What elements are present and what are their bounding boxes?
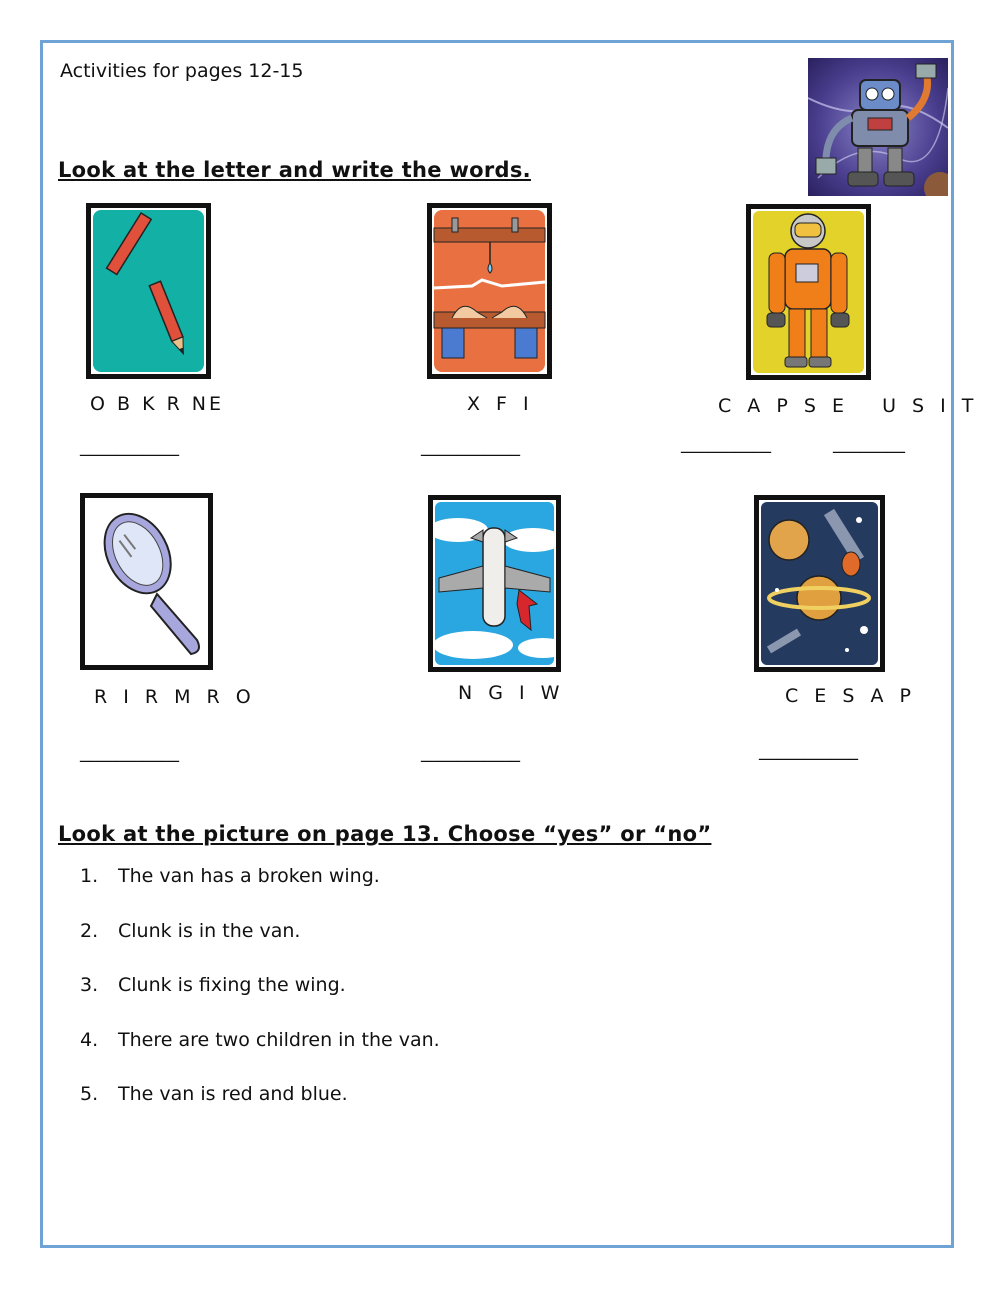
- answer-line[interactable]: __________: [681, 433, 771, 454]
- question-item[interactable]: [80, 920, 440, 975]
- question-text: The van has a broken wing.: [118, 865, 380, 887]
- broken-pencil-card: [86, 203, 211, 379]
- question-item[interactable]: [80, 974, 440, 1029]
- question-text: There are two children in the van.: [118, 1028, 440, 1051]
- answer-line[interactable]: ________: [833, 433, 905, 454]
- airplane-card: [428, 495, 561, 672]
- section2-heading: Look at the picture on page 13. Choose “yes” or “no”: [58, 822, 712, 846]
- question-text: Clunk is in the van.: [118, 919, 301, 942]
- question-number: 4.: [80, 1028, 99, 1051]
- answer-line[interactable]: ___________: [421, 436, 520, 457]
- page-header: Activities for pages 12-15: [60, 60, 304, 82]
- scrambled-letters: O B K R NE: [90, 393, 225, 415]
- question-text: Clunk is fixing the wing.: [118, 974, 346, 996]
- answer-line[interactable]: ___________: [421, 742, 520, 763]
- question-list: [80, 865, 440, 1138]
- answer-line[interactable]: ___________: [759, 740, 858, 761]
- answer-line[interactable]: ___________: [80, 436, 179, 457]
- airplane-icon: [433, 500, 556, 667]
- section1-heading: Look at the letter and write the words.: [58, 158, 531, 182]
- robot-icon: [808, 58, 948, 196]
- scrambled-letters: X F I: [467, 393, 534, 415]
- space-planets-icon: [759, 500, 880, 667]
- scrambled-letters: R I R M R O: [94, 686, 256, 708]
- question-text: The van is red and blue.: [118, 1083, 348, 1105]
- scrambled-letters: C A P S E U S I T: [718, 395, 979, 417]
- pipe-fixing-icon: [432, 208, 547, 374]
- question-item[interactable]: [80, 1083, 440, 1138]
- pipe-fixing-card: [427, 203, 552, 379]
- broken-pencil-icon: [91, 208, 206, 374]
- answer-line[interactable]: ___________: [80, 742, 179, 763]
- hand-mirror-icon: [85, 498, 208, 665]
- scrambled-letters: N G I W: [458, 682, 565, 704]
- question-number: 3.: [80, 974, 99, 996]
- question-item[interactable]: [80, 865, 440, 920]
- astronaut-suit-icon: [751, 209, 866, 375]
- question-number: 1.: [80, 865, 99, 887]
- mirror-card: [80, 493, 213, 670]
- question-item[interactable]: [80, 1029, 440, 1084]
- astronaut-card: [746, 204, 871, 380]
- scrambled-letters: C E S A P: [785, 685, 916, 707]
- space-card: [754, 495, 885, 672]
- question-number: 5.: [80, 1083, 99, 1105]
- question-number: 2.: [80, 919, 99, 942]
